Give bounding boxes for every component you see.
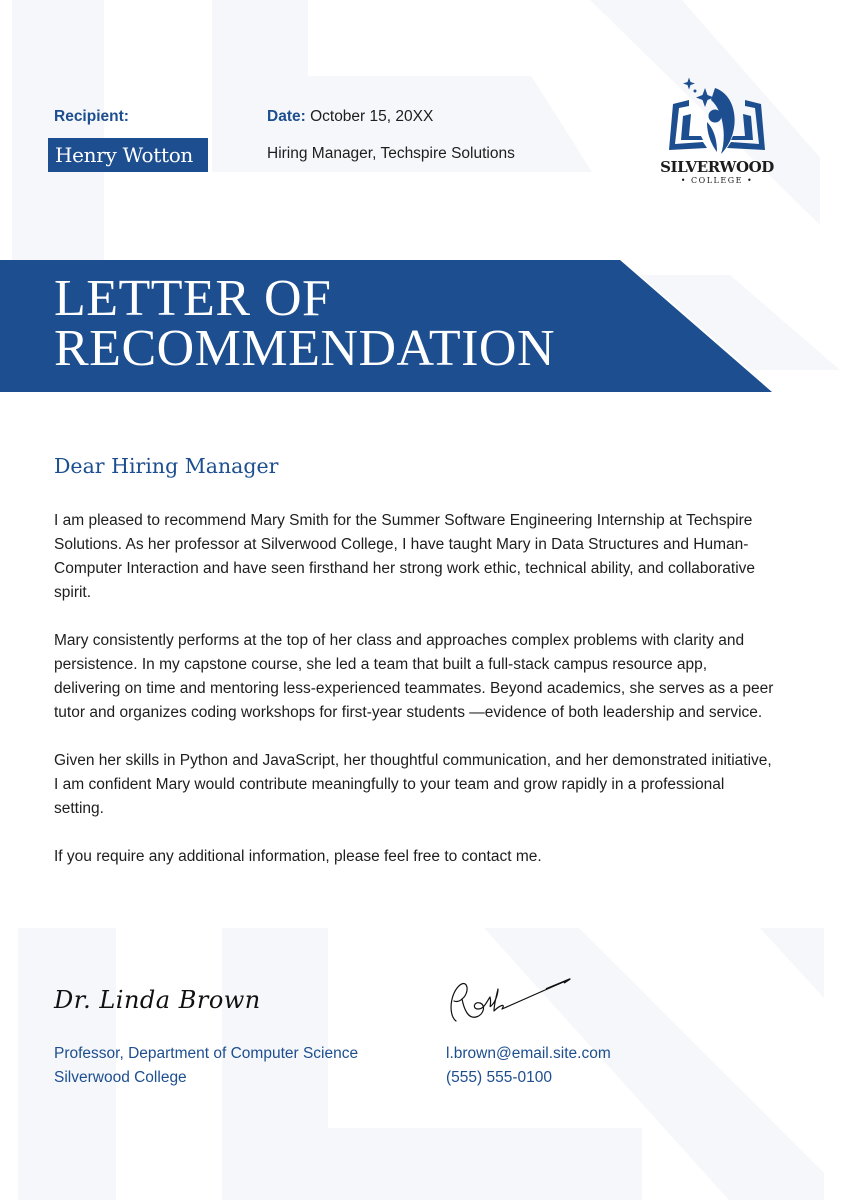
title-line-1: LETTER OF: [54, 270, 332, 327]
signature-block-right: [446, 975, 746, 1086]
signer-info: [54, 1042, 358, 1090]
page-title: [54, 270, 555, 377]
paragraph-1: I am pleased to recommend Mary Smith for the Summer Software Engineering Internship at Techspire Solutions. As her professor at Silverwood College, I have taught Mary in Data Structures and Human-Computer Interaction and have seen firsthand her strong work ethic, technical ability, and collaborative spirit.: [54, 512, 756, 601]
recipient-label: Recipient:: [54, 108, 129, 125]
recipient-position: Hiring Manager, Techspire Solutions: [267, 145, 515, 162]
letter-body: [54, 509, 774, 893]
paragraph-3: Given her skills in Python and JavaScript, her thoughtful communication, and her demonstrated initiative, I am confident Mary would contribute meaningfully to your team and grow rapidly in a professional setting.: [54, 752, 772, 817]
signer-institution: Silverwood College: [54, 1069, 187, 1086]
paragraph-4: If you require any additional information, please feel free to contact me.: [54, 848, 542, 865]
signature-scribble-icon: [446, 975, 576, 1025]
paragraph-2: Mary consistently performs at the top of her class and approaches complex problems with clarity and persistence. In my capstone course, she led a team that built a full-stack campus resource app, delivering on time and mentoring less-experienced teammates. Beyond academics, she serves as a peer tutor and organizes coding workshops for first-year students —evidence of both leadership and service.: [54, 632, 774, 721]
silverwood-college-logo: [652, 76, 782, 188]
date-line: [267, 108, 433, 126]
signature-block-left: [54, 980, 414, 1086]
date-label: Date:: [267, 108, 306, 125]
date-value: October 15, 20XX: [310, 108, 434, 125]
signer-email[interactable]: l.brown@email.site.com: [446, 1045, 611, 1062]
salutation: Dear Hiring Manager: [54, 454, 279, 478]
signer-title: Professor, Department of Computer Science: [54, 1045, 359, 1062]
signature-name-script: Dr. Linda Brown: [54, 986, 261, 1014]
logo-name: SILVERWOOD: [660, 158, 774, 176]
title-line-2: RECOMMENDATION: [54, 320, 555, 377]
open-book-with-person-and-stars-icon: [661, 76, 773, 158]
contact-info: [446, 1042, 611, 1090]
recipient-name: Henry Wotton: [48, 138, 208, 172]
signer-phone: (555) 555-0100: [446, 1069, 552, 1086]
logo-subtitle: • COLLEGE •: [680, 176, 754, 185]
